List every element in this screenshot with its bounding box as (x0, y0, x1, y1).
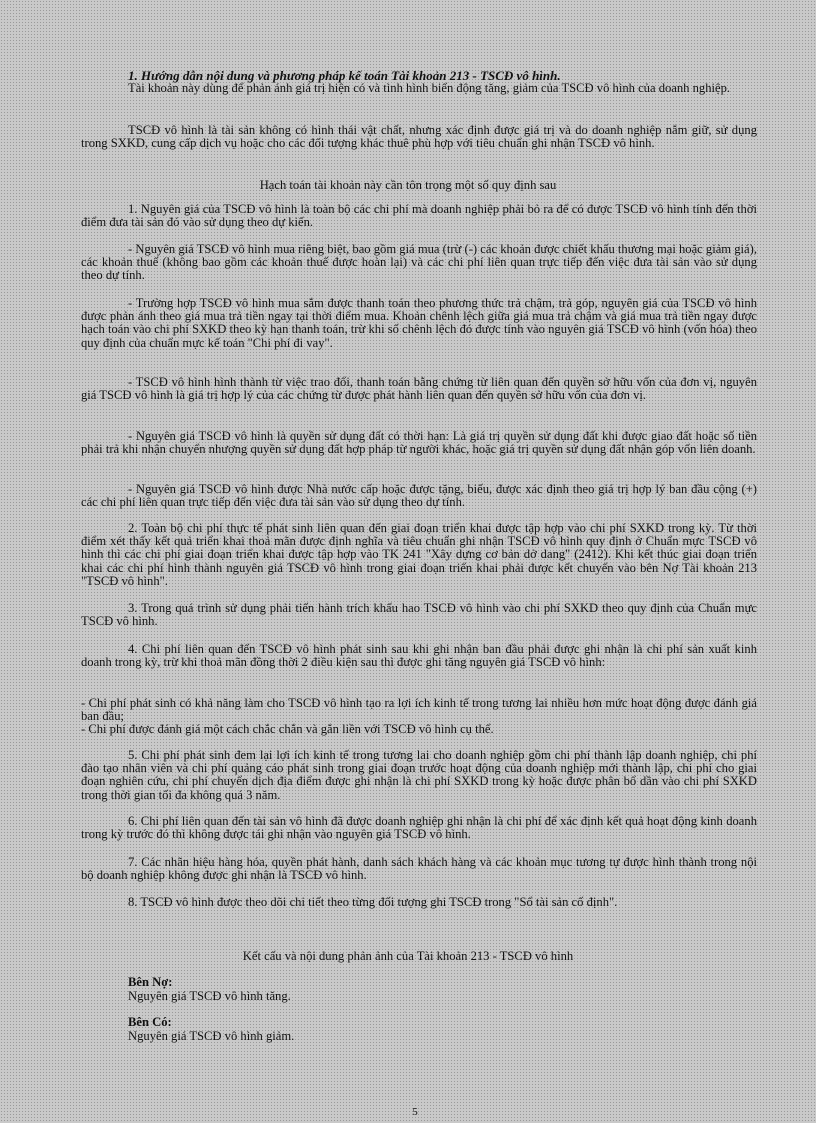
paragraph-rule-1c: - TSCĐ vô hình hình thành từ việc trao đổi, thanh toán bằng chứng từ liên quan đến quyền sở hữu vốn của đơn vị, nguyên giá TSCĐ vô hình là giá trị hợp lý của các chứng từ được phát hành liên quan đến quyền sở hữu vốn của đơn vị. (81, 375, 757, 403)
paragraph-rule-5: 5. Chi phí phát sinh đem lại lợi ích kinh tế trong tương lai cho doanh nghiệp gồm chi phí thành lập doanh nghiệp, chi phí đào tạo nhân viên và chi phí quảng cáo phát sinh trong giai đoạn trước hoạt động của doanh nghiệp mới thành lập, chi phí cho giai đoạn nghiên cứu, chi phí chuyển dịch địa điểm được ghi nhận là chi phí SXKD trong kỳ hoặc được phân bổ dần vào chi phí SXKD trong thời gian tối đa không quá 3 năm. (81, 748, 757, 802)
paragraph-rule-7: 7. Các nhãn hiệu hàng hóa, quyền phát hành, danh sách khách hàng và các khoản mục tương tự được hình thành trong nội bộ doanh nghiệp không được ghi nhận là TSCĐ vô hình. (81, 855, 757, 883)
paragraph-rule-2: 2. Toàn bộ chi phí thực tế phát sinh liên quan đến giai đoạn triển khai được tập hợp vào chi phí SXKD trong kỳ. Từ thời điểm xét thấy kết quả triển khai thoả mãn được định nghĩa và tiêu chuẩn ghi nhận TSCĐ vô hình quy định ở Chuẩn mực TSCĐ vô hình thì các chi phí giai đoạn triển khai được tập hợp vào TK 241 "Xây dựng cơ bản dở dang" (2412). Khi kết thúc giai đoạn triển khai các chi phí hình thành nguyên giá TSCĐ vô hình trong giai đoạn triển khai phải được kết chuyển vào bên Nợ Tài khoản 213 "TSCĐ vô hình". (81, 521, 757, 588)
debit-label: Bên Nợ: (128, 975, 173, 989)
section-title: 1. Hướng dẫn nội dung và phương pháp kế toán Tài khoản 213 - TSCĐ vô hình. (128, 68, 561, 83)
rules-heading: Hạch toán tài khoản này cần tôn trọng một số quy định sau (259, 178, 557, 192)
paragraph-rule-8: 8. TSCĐ vô hình được theo dõi chi tiết theo từng đối tượng ghi TSCĐ trong "Sổ tài sản cố định". (128, 895, 618, 909)
paragraph-rule-4a: - Chi phí phát sinh có khả năng làm cho TSCĐ vô hình tạo ra lợi ích kinh tế trong tương lai nhiều hơn mức hoạt động được đánh giá ban đầu; (81, 696, 757, 724)
paragraph-intro: Tài khoản này dùng để phản ánh giá trị hiện có và tình hình biến động tăng, giảm của TSCĐ vô hình của doanh nghiệp. (128, 81, 731, 95)
credit-text: Nguyên giá TSCĐ vô hình giảm. (128, 1029, 295, 1043)
paragraph-rule-4: 4. Chi phí liên quan đến TSCĐ vô hình phát sinh sau khi ghi nhận ban đầu phải được ghi nhận là chi phí sản xuất kinh doanh trong kỳ, trừ khi thoả mãn đồng thời 2 điều kiện sau thì được ghi tăng nguyên giá TSCĐ vô hình: (81, 642, 757, 670)
paragraph-rule-4b: - Chi phí được đánh giá một cách chắc chắn và gắn liền với TSCĐ vô hình cụ thể. (81, 722, 494, 736)
paragraph-rule-1: 1. Nguyên giá của TSCĐ vô hình là toàn bộ các chi phí mà doanh nghiệp phải bỏ ra để có được TSCĐ vô hình tính đến thời điểm đưa tài sản đó vào sử dụng theo dự kiến. (81, 202, 757, 230)
paragraph-rule-6: 6. Chi phí liên quan đến tài sản vô hình đã được doanh nghiệp ghi nhận là chi phí để xác định kết quả hoạt động kinh doanh trong kỳ trước đó thì không được tái ghi nhận vào nguyên giá TSCĐ vô hình. (81, 814, 757, 842)
debit-text: Nguyên giá TSCĐ vô hình tăng. (128, 989, 291, 1003)
credit-label: Bên Có: (128, 1015, 172, 1029)
paragraph-rule-3: 3. Trong quá trình sử dụng phải tiến hành trích khấu hao TSCĐ vô hình vào chi phí SXKD theo quy định của Chuẩn mực TSCĐ vô hình. (81, 601, 757, 629)
paragraph-rule-1a: - Nguyên giá TSCĐ vô hình mua riêng biệt, bao gồm giá mua (trừ (-) các khoản được chiết khấu thương mại hoặc giảm giá), các khoản thuế (không bao gồm các khoản thuế được hoàn lại) và các chi phí liên quan trực tiếp đến việc đưa tài sản vào sử dụng theo dự tính. (81, 242, 757, 283)
page-number: 5 (412, 1106, 418, 1118)
structure-heading: Kết cấu và nội dung phản ảnh của Tài khoản 213 - TSCĐ vô hình (242, 949, 574, 963)
paragraph-rule-1e: - Nguyên giá TSCĐ vô hình được Nhà nước cấp hoặc được tặng, biếu, được xác định theo giá trị hợp lý ban đầu cộng (+) các chi phí liên quan trực tiếp đến việc đưa tài sản vào sử dụng theo dự tính. (81, 482, 757, 510)
paragraph-rule-1b: - Trường hợp TSCĐ vô hình mua sắm được thanh toán theo phương thức trả chậm, trả góp, nguyên giá của TSCĐ vô hình được phản ánh theo giá mua trả tiền ngay tại thời điểm mua. Khoản chênh lệch giữa giá mua trả chậm và giá mua trả tiền ngay được hạch toán vào chi phí SXKD theo kỳ hạn thanh toán, trừ khi số chênh lệch đó được tính vào nguyên giá TSCĐ vô hình (vốn hóa) theo quy định của chuẩn mực kế toán "Chi phí đi vay". (81, 296, 757, 350)
paragraph-rule-1d: - Nguyên giá TSCĐ vô hình là quyền sử dụng đất có thời hạn: Là giá trị quyền sử dụng đất khi được giao đất hoặc số tiền phải trả khi nhận chuyển nhượng quyền sử dụng đất hợp pháp từ người khác, hoặc giá trị quyền sử dụng đất nhận góp vốn liên doanh. (81, 429, 757, 457)
paragraph-definition: TSCĐ vô hình là tài sản không có hình thái vật chất, nhưng xác định được giá trị và do doanh nghiệp nắm giữ, sử dụng trong SXKD, cung cấp dịch vụ hoặc cho các đối tượng khác thuê phù hợp với tiêu chuẩn ghi nhận TSCĐ vô hình. (81, 123, 757, 151)
